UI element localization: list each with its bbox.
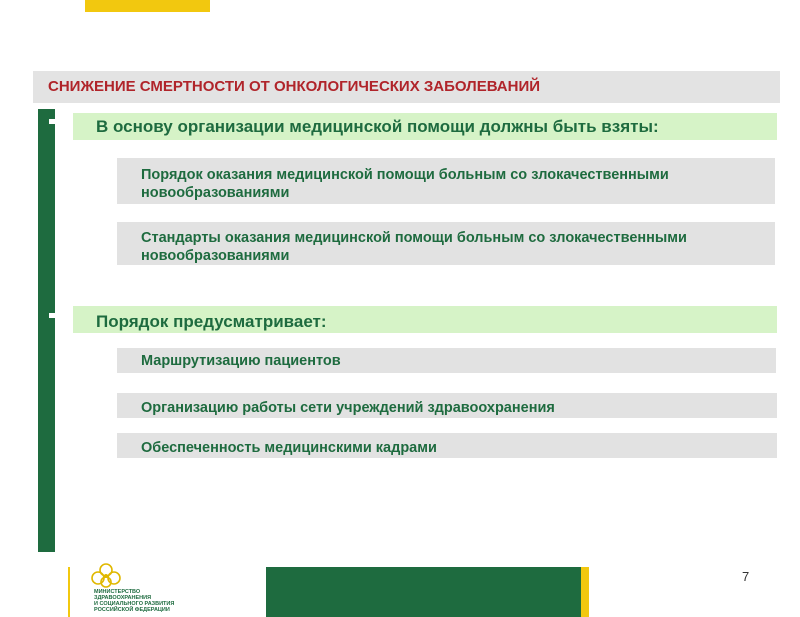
top-accent-bar [85,0,210,12]
footer-yellow-stripe [581,567,589,617]
list-item-text: Организацию работы сети учреждений здравоохранения [141,400,555,416]
footer-green-block [266,567,582,617]
list-item-text: Обеспеченность медицинскими кадрами [141,440,437,456]
page-number: 7 [742,569,750,584]
section-marker-2 [49,313,63,318]
section-heading-2: Порядок предусматривает: [96,312,327,331]
slide-title: СНИЖЕНИЕ СМЕРТНОСТИ ОТ ОНКОЛОГИЧЕСКИХ ЗАБОЛЕВАНИЙ [48,78,541,95]
footer-divider [68,567,70,617]
section-heading-1: В основу организации медицинской помощи должны быть взяты: [96,117,659,136]
vertical-green-bar [38,109,55,552]
list-item-text: Стандарты оказания медицинской помощи больным со злокачественными новообразованиями [141,230,687,264]
list-item-text: Маршрутизацию пациентов [141,353,341,369]
ministry-emblem-icon [88,562,124,590]
list-item-text: Порядок оказания медицинской помощи больным со злокачественными новообразованиями [141,167,669,201]
section-marker-1 [49,119,63,124]
ministry-name: МИНИСТЕРСТВО ЗДРАВООХРАНЕНИЯ И СОЦИАЛЬНОГО РАЗВИТИЯ РОССИЙСКОЙ ФЕДЕРАЦИИ [94,589,175,613]
